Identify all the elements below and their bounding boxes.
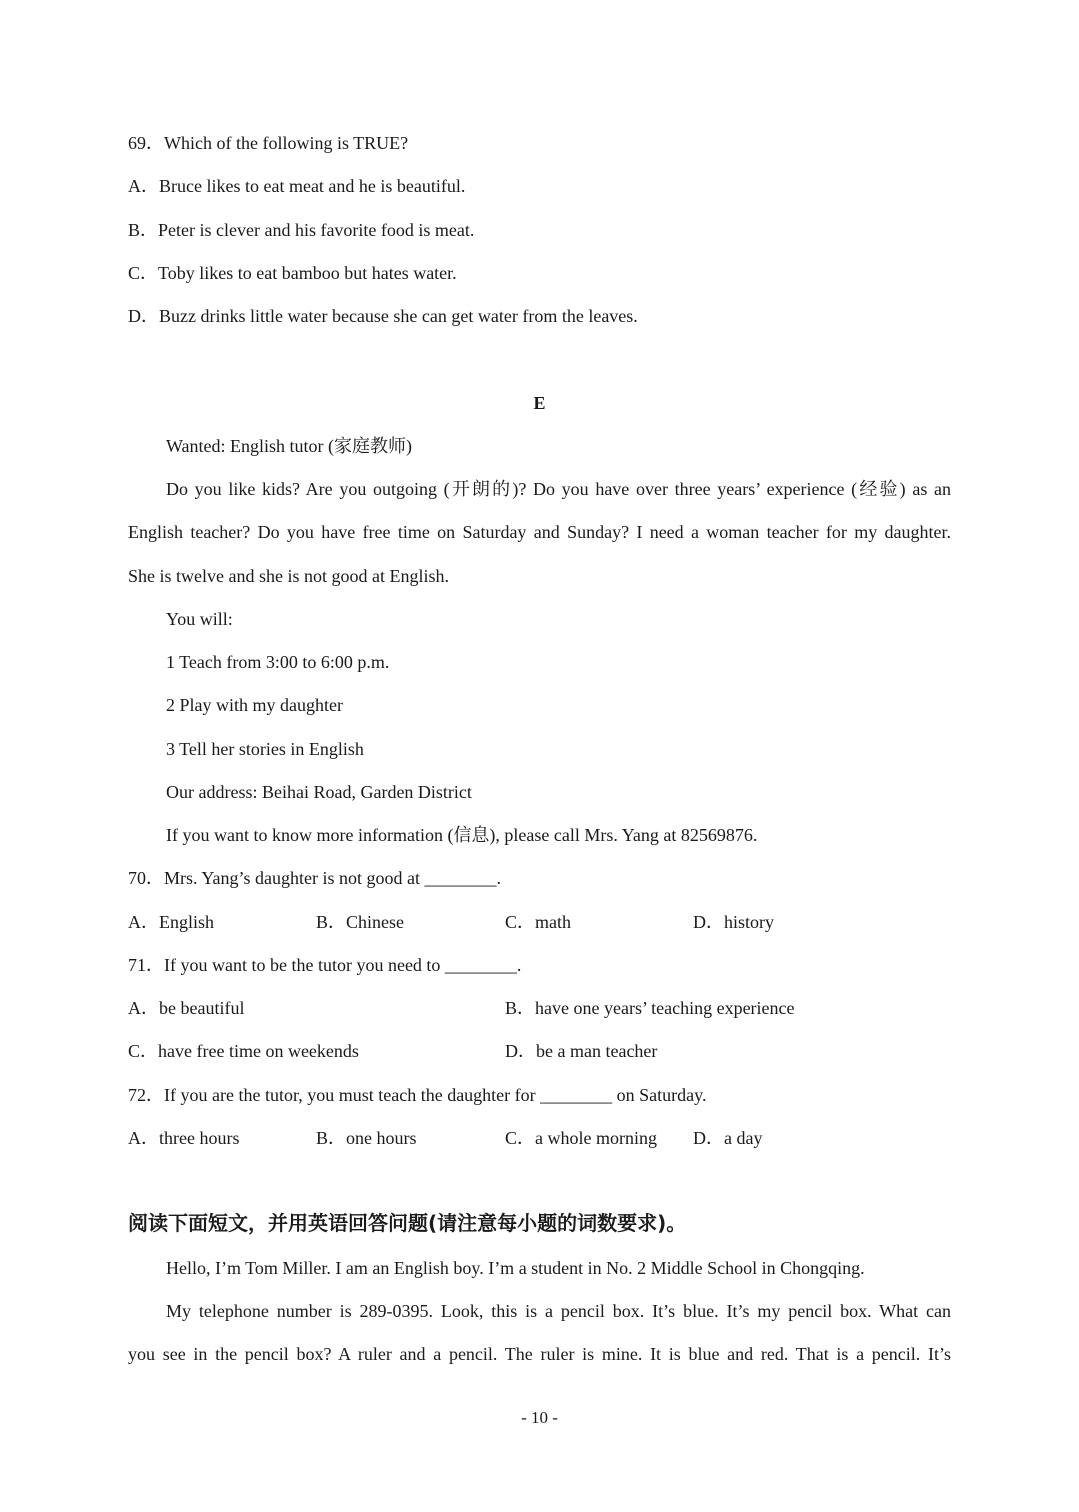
ad-contact: If you want to know more information (信息), please call Mrs. Yang at 82569876. <box>166 825 758 845</box>
page-number: - 10 - <box>521 1408 558 1427</box>
reading-line-3: you see in the pencil box? A ruler and a pencil. The ruler is mine. It is blue and red. That is a pencil. It’s <box>128 1344 951 1364</box>
q69-option-c: C．Toby likes to eat bamboo but hates water. <box>128 263 457 283</box>
ad-you-will: You will: <box>166 609 233 629</box>
q70-option-d: D．history <box>693 912 774 932</box>
ad-paragraph-line-1: Do you like kids? Are you outgoing (开朗的)? Do you have over three years’ experience (经验) as an <box>166 479 951 499</box>
q71-option-d: D．be a man teacher <box>505 1041 658 1061</box>
q71-option-a: A．be beautiful <box>128 998 245 1018</box>
q71-question: 71．If you want to be the tutor you need to ________. <box>128 955 522 975</box>
ad-address: Our address: Beihai Road, Garden District <box>166 782 472 802</box>
ad-duty-1: 1 Teach from 3:00 to 6:00 p.m. <box>166 652 390 672</box>
q71-option-b: B．have one years’ teaching experience <box>505 998 795 1018</box>
q70-question: 70．Mrs. Yang’s daughter is not good at ________. <box>128 868 501 888</box>
ad-paragraph-line-3: She is twelve and she is not good at English. <box>128 566 449 586</box>
q69-option-a: A．Bruce likes to eat meat and he is beautiful. <box>128 176 466 196</box>
section-e-label: E <box>533 393 546 413</box>
q72-option-d: D．a day <box>693 1128 763 1148</box>
q69-option-b: B．Peter is clever and his favorite food is meat. <box>128 220 475 240</box>
q72-question: 72．If you are the tutor, you must teach the daughter for ________ on Saturday. <box>128 1085 707 1105</box>
ad-paragraph-line-2: English teacher? Do you have free time on Saturday and Sunday? I need a woman teacher for my daughter. <box>128 522 951 542</box>
q69-option-d: D．Buzz drinks little water because she can get water from the leaves. <box>128 306 638 326</box>
q72-option-a: A．three hours <box>128 1128 240 1148</box>
q71-option-c: C．have free time on weekends <box>128 1041 359 1061</box>
q72-option-c: C．a whole morning <box>505 1128 657 1148</box>
q70-option-a: A．English <box>128 912 215 932</box>
q69-question: 69．Which of the following is TRUE? <box>128 133 409 153</box>
ad-duty-3: 3 Tell her stories in English <box>166 739 364 759</box>
q72-option-b: B．one hours <box>316 1128 417 1148</box>
ad-title: Wanted: English tutor (家庭教师) <box>166 436 413 456</box>
reading-instruction: 阅读下面短文，并用英语回答问题(请注意每小题的词数要求)。 <box>128 1211 687 1235</box>
ad-duty-2: 2 Play with my daughter <box>166 695 343 715</box>
reading-line-1: Hello, I’m Tom Miller. I am an English boy. I’m a student in No. 2 Middle School in Chongqing. <box>166 1258 865 1278</box>
reading-line-2: My telephone number is 289-0395. Look, this is a pencil box. It’s blue. It’s my pencil box. What can <box>166 1301 951 1321</box>
q70-option-c: C．math <box>505 912 571 932</box>
q70-option-b: B．Chinese <box>316 912 404 932</box>
